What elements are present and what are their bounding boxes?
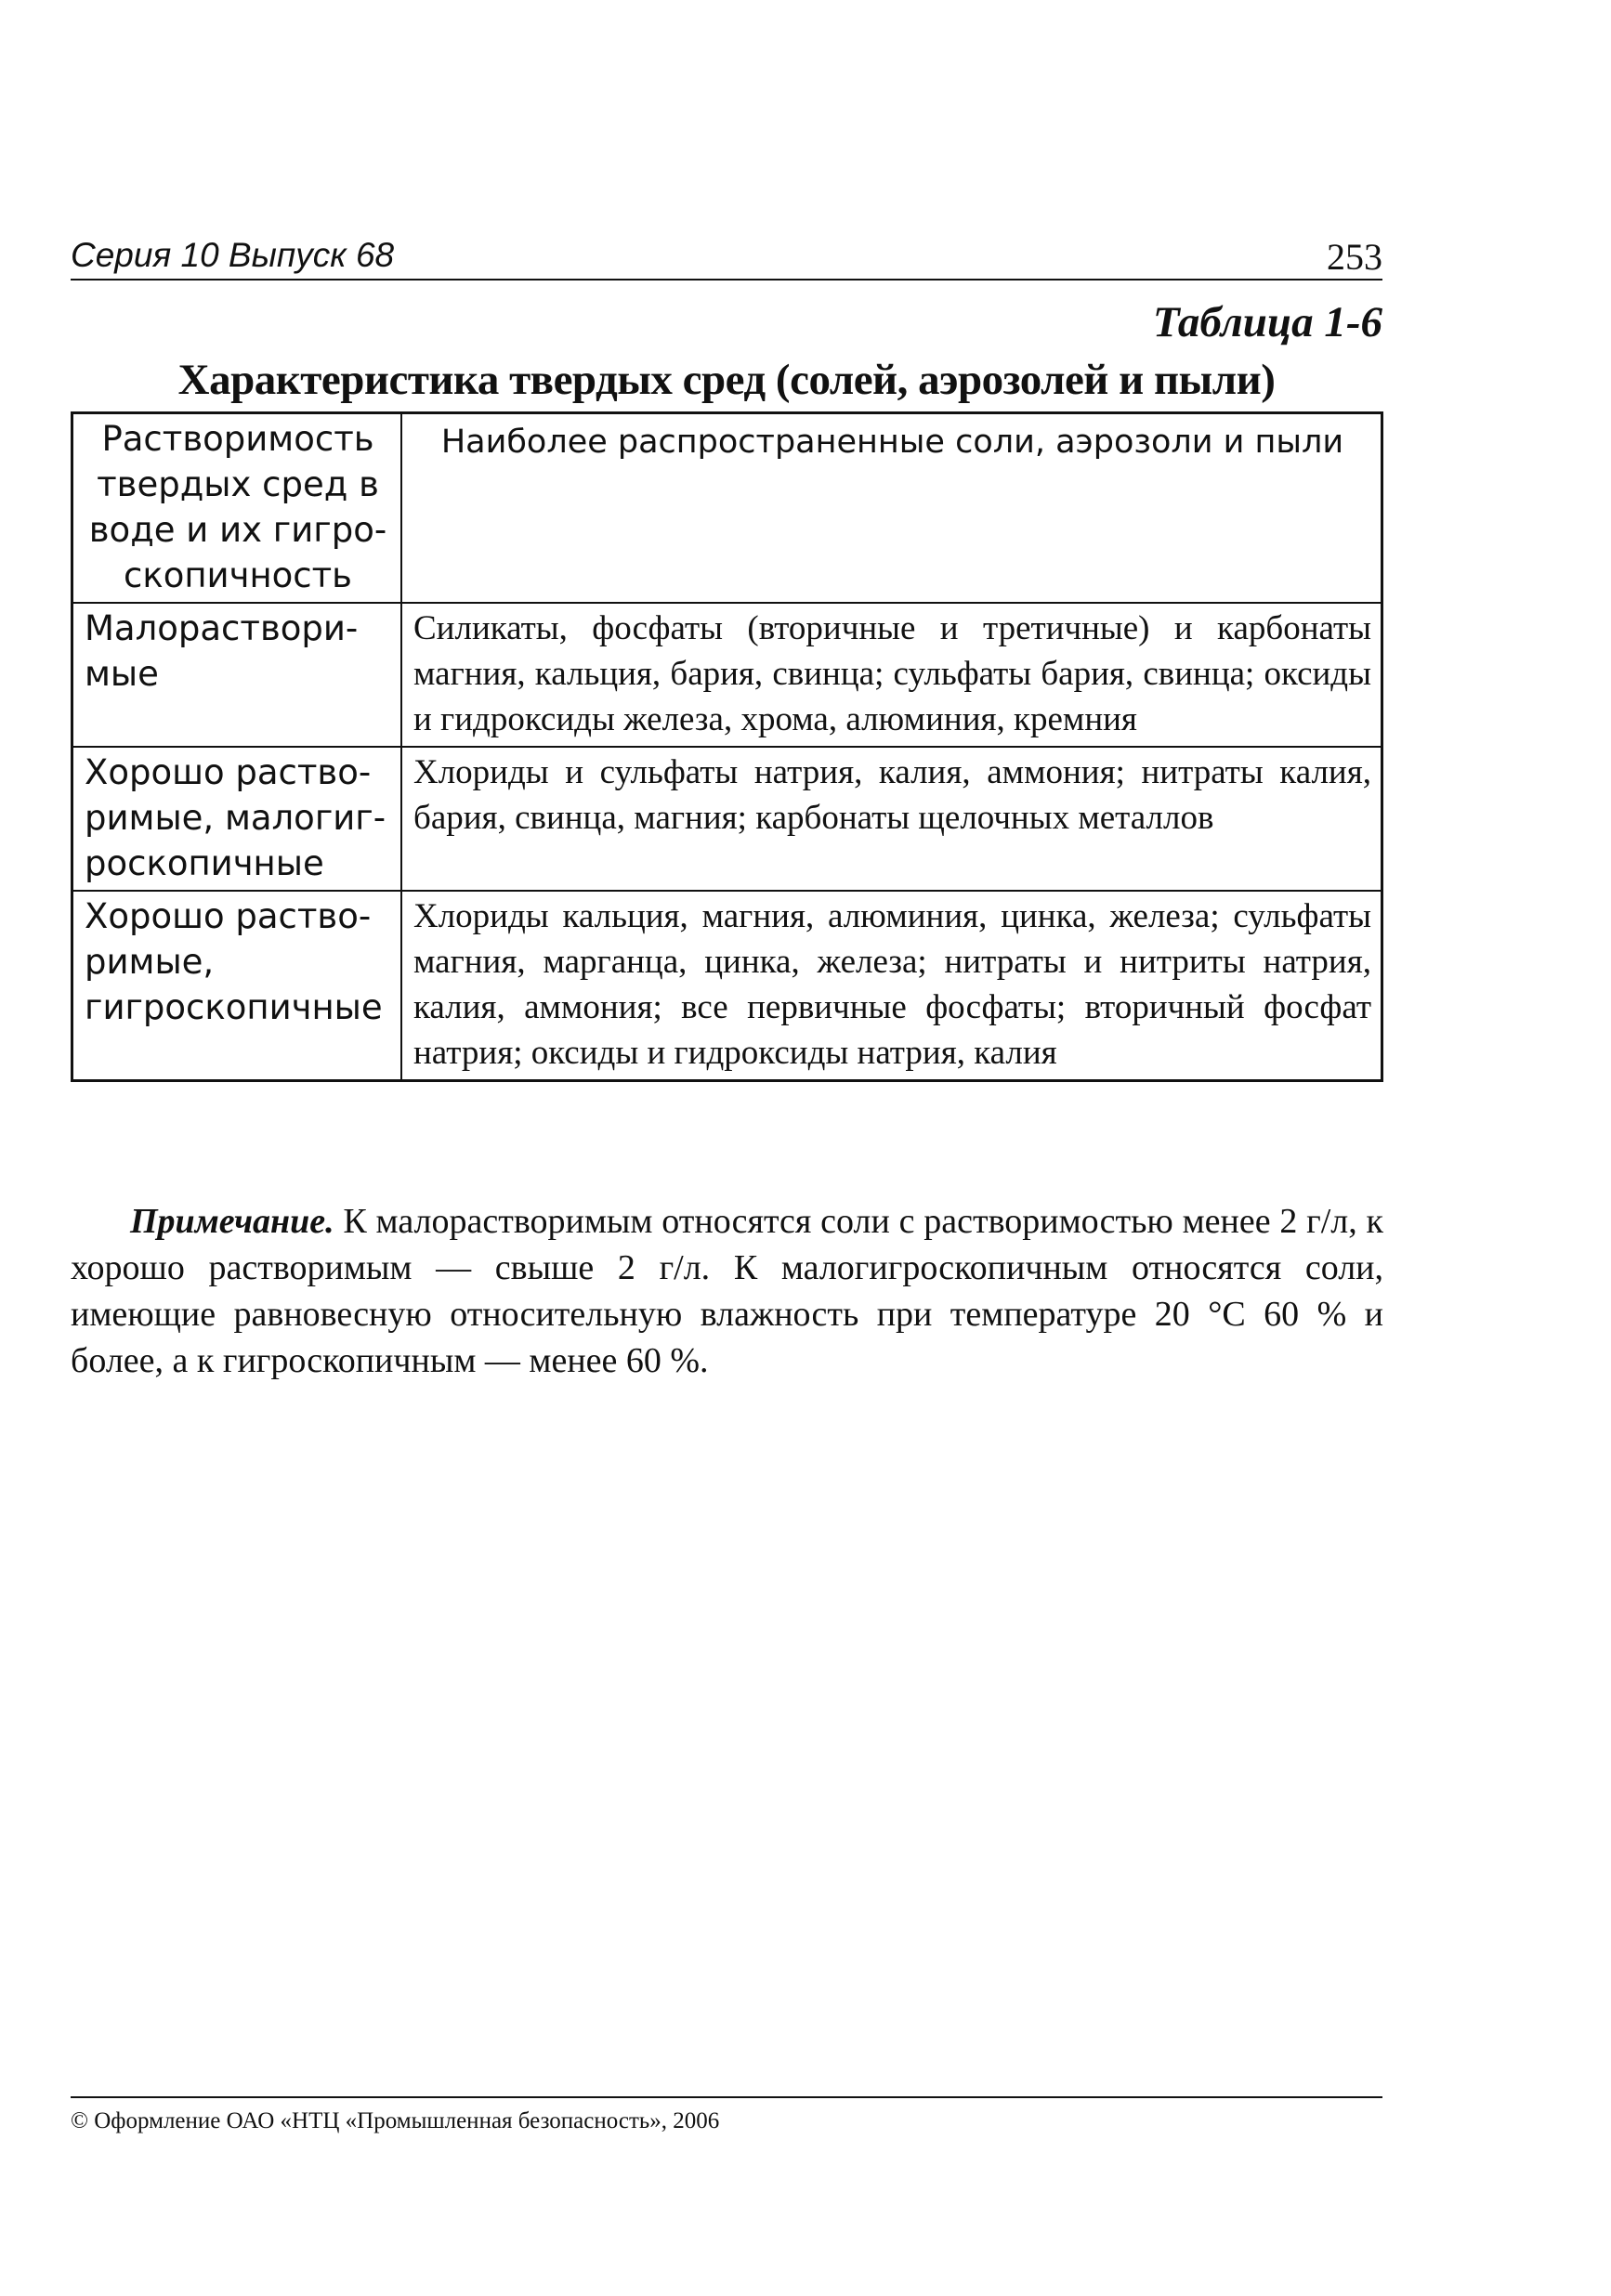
table-row <box>72 603 1382 747</box>
row-substances: Хлориды кальция, магния, алюминия, цинка, железа; сульфаты магния, марганца, цинка, железа; нитраты и нитриты натрия, калия, аммония; все первичные фосфаты; вторичный фосфат натрия; оксиды и гидроксиды натрия, калия <box>401 891 1382 1081</box>
row-category: Хорошо растворимые, малогигроскопичные <box>72 747 402 891</box>
note-text: К малорастворимым относятся соли с растворимостью менее 2 г/л, к хорошо растворимым — свыше 2 г/л. К малогигроскопичным относятся соли, имеющие равновесную относительную влажность при температуре 20 °С 60 % и более, а к гигроскопичным — менее 60 %. <box>71 1202 1383 1380</box>
series-title: Серия 10 Выпуск 68 <box>71 236 395 274</box>
table-title: Характеристика твердых сред (солей, аэрозолей и пыли) <box>177 356 1276 404</box>
column-header-solubility: Растворимость твердых сред в воде и их гигроскопичность <box>72 413 402 604</box>
page-number: 253 <box>1327 236 1382 278</box>
table-row <box>72 747 1382 891</box>
row-substances: Силикаты, фосфаты (вторичные и третичные) и карбонаты магния, кальция, бария, свинца; сульфаты бария, свинца; оксиды и гидроксиды железа, хрома, алюминия, кремния <box>401 603 1382 747</box>
table-number: Таблица 1-6 <box>1152 298 1382 346</box>
note-label: Примечание. <box>130 1202 334 1241</box>
column-header-substances: Наиболее распространенные соли, аэрозоли и пыли <box>401 413 1382 604</box>
row-category: Хорошо растворимые, гигроскопичные <box>72 891 402 1081</box>
salts-table <box>71 411 1383 1082</box>
copyright-notice: © Оформление ОАО «НТЦ «Промышленная безопасность», 2006 <box>71 2108 720 2133</box>
table-header-row <box>72 413 1382 604</box>
table-row <box>72 891 1382 1081</box>
footer-rule <box>71 2096 1382 2098</box>
row-substances: Хлориды и сульфаты натрия, калия, аммония; нитраты калия, бария, свинца, магния; карбонаты щелочных металлов <box>401 747 1382 891</box>
table-note <box>71 1198 1383 1384</box>
running-header <box>71 227 1382 280</box>
row-category: Малорастворимые <box>72 603 402 747</box>
